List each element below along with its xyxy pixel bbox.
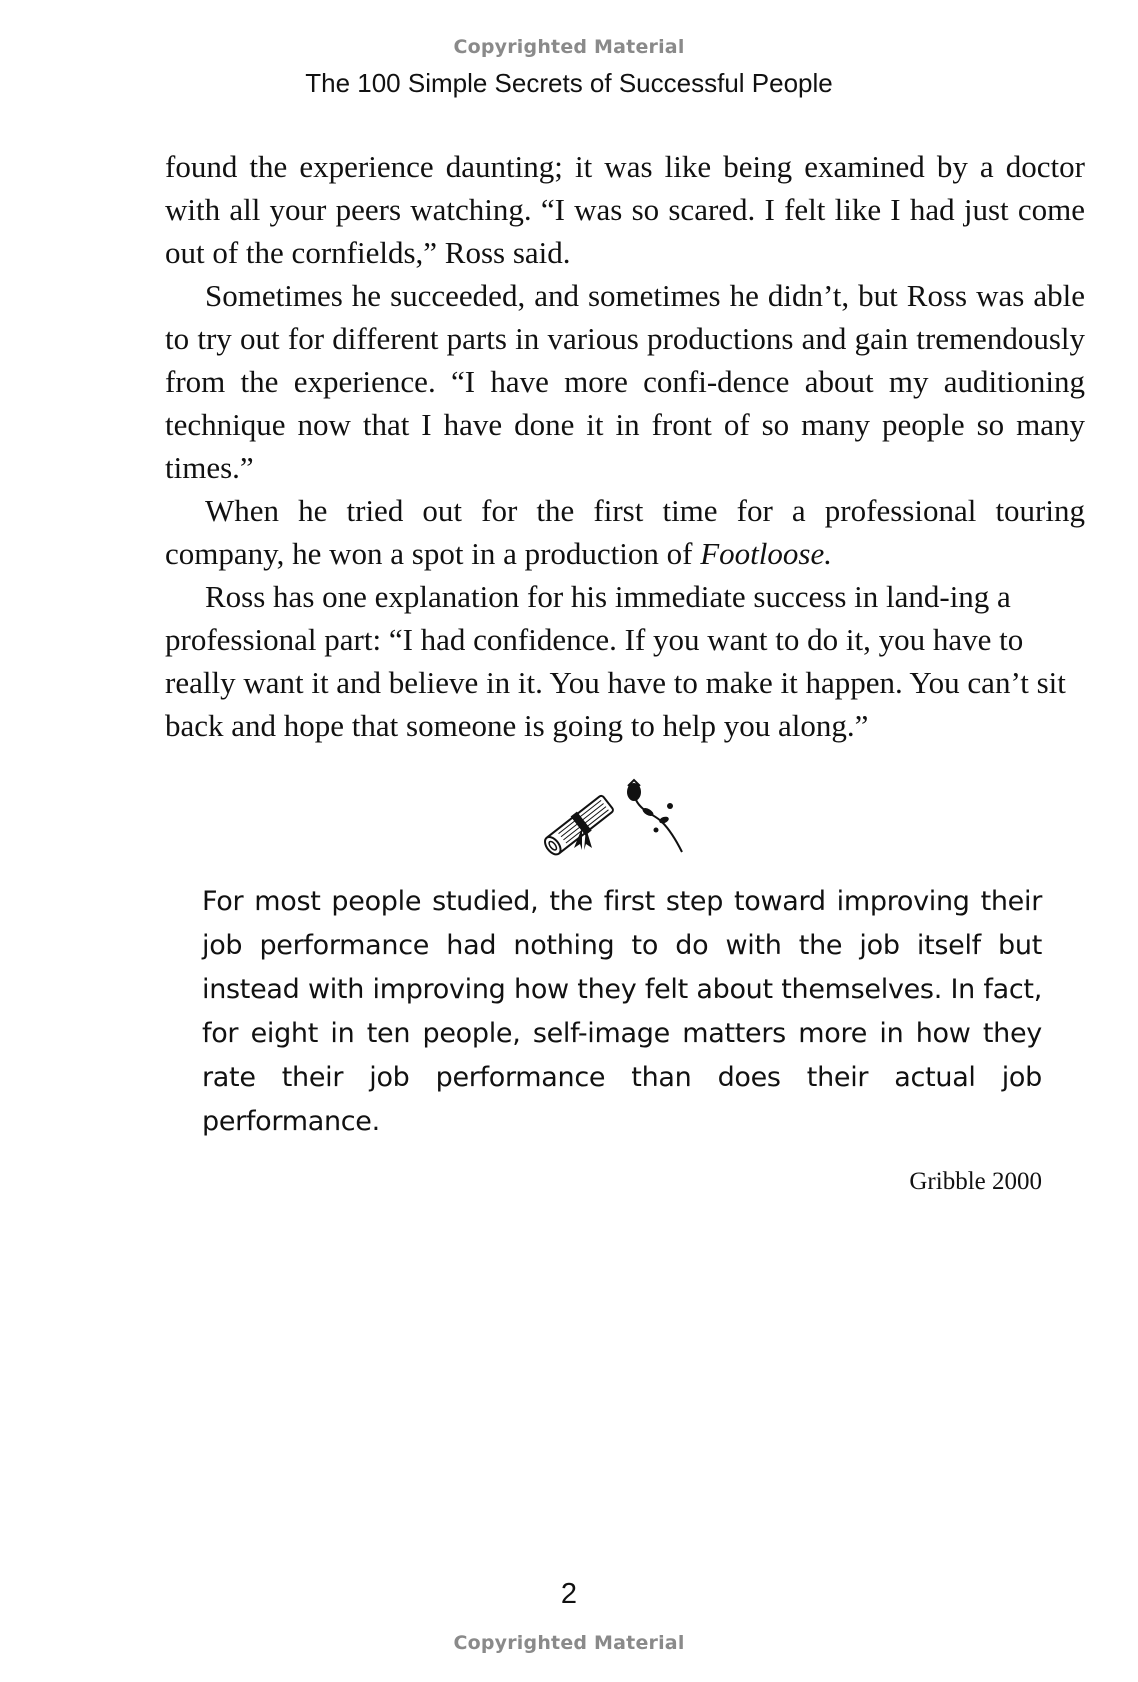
research-callout: For most people studied, the first step toward improving their job performance had nothing to do with the job itself but instead with improving how they felt about themselves. In fact, for eight in ten people, self-image matters more in how they rate their job performance than does their actual job performance. — [202, 886, 1042, 1137]
paragraph-2: Sometimes he succeeded, and sometimes he didn’t, but Ross was able to try out for different parts in various productions and gain tremendously from the experience. “I have more confi-dence about my auditioning technique now that I have done it in front of so many people so many times.” — [165, 278, 1085, 485]
copyright-watermark-top: Copyrighted Material — [453, 36, 685, 58]
paragraph-3-title-italic: Footloose. — [700, 536, 832, 571]
paragraph-3 — [165, 489, 1085, 575]
running-header-title: The 100 Simple Secrets of Successful People — [305, 68, 833, 98]
body-text — [165, 145, 1085, 747]
paragraph-3-text: When he tried out for the first time for a professional touring company, he won a spot in a production of — [165, 493, 1085, 571]
callout-citation: Gribble 2000 — [909, 1168, 1042, 1195]
paragraph-1: found the experience daunting; it was like being examined by a doctor with all your peers watching. “I was so scared. I felt like I had just come out of the cornfields,” Ross said. — [165, 149, 1085, 270]
paragraph-4: Ross has one explanation for his immediate success in land-ing a professional part: “I had confidence. If you want to do it, you have to really want it and believe in it. You have to make it happen. You can’t sit back and hope that someone is going to help you along.” — [165, 579, 1066, 743]
copyright-watermark-bottom: Copyrighted Material — [453, 1632, 685, 1654]
scroll-and-rose-icon — [538, 778, 698, 858]
page-number: 2 — [560, 1578, 578, 1610]
